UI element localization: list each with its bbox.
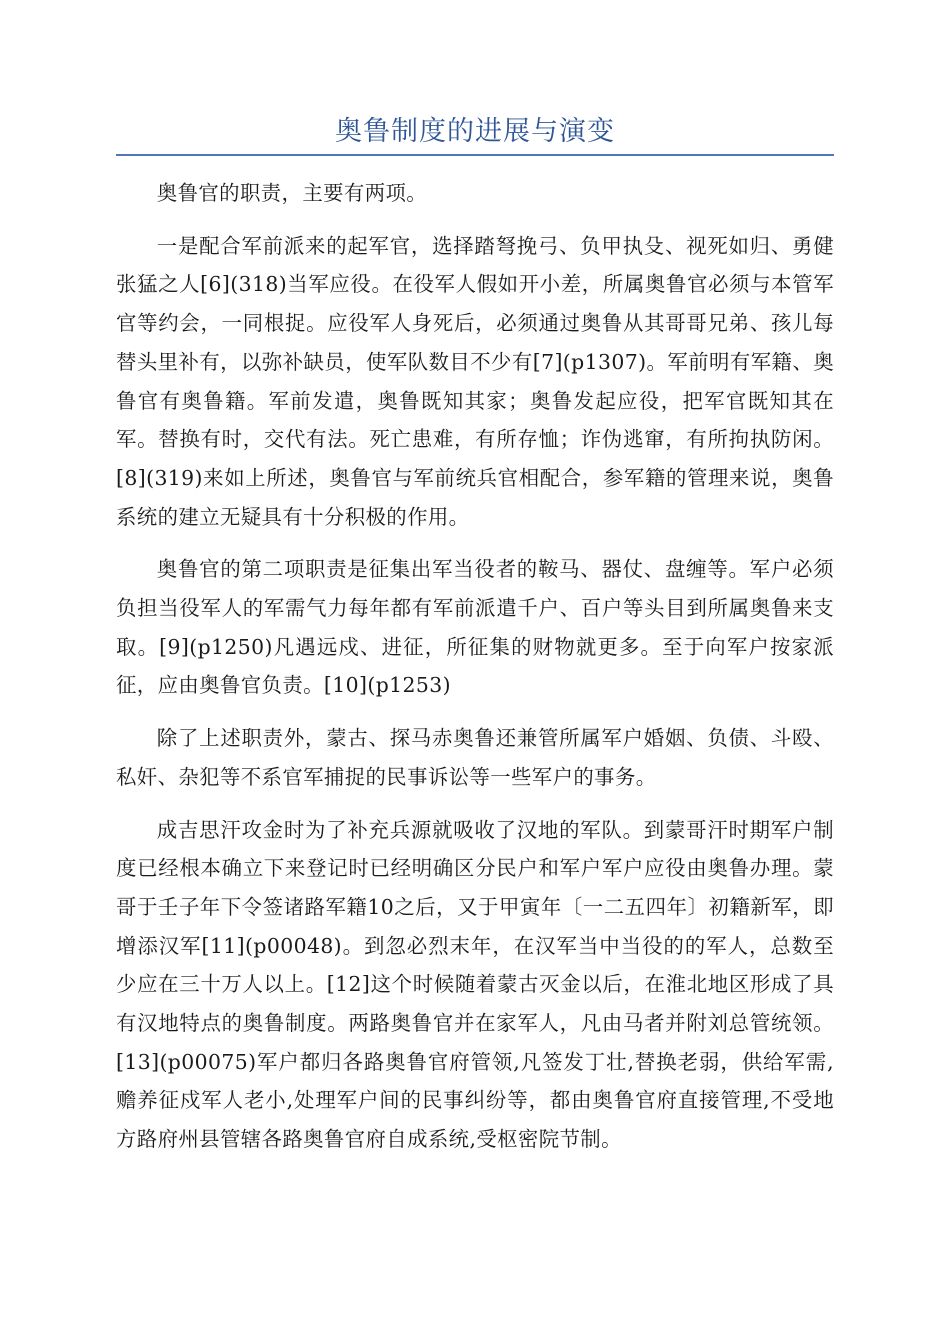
paragraph-history: 成吉思汗攻金时为了补充兵源就吸收了汉地的军队。到蒙哥汗时期军户制度已经根本确立下来登记时已经明确区分民户和军户军户应役由奥鲁办理。蒙哥于壬子年下令签诸路军籍10之后，又于甲寅年〔一二五四年〕初籍新军，即增添汉军[11](p00048)。到忽必烈末年，在汉军当中当役的的军人，总数至少应在三十万人以上。[12]这个时候随着蒙古灭金以后，在淮北地区形成了具有汉地特点的奥鲁制度。两路奥鲁官并在家军人，凡由马者并附刘总管统领。[13](p00075)军户都归各路奥鲁官府管领,凡签发丁壮,替换老弱，供给军需,赡养征戍军人老小,处理军户间的民事纠纷等，都由奥鲁官府直接管理,不受地方路府州县管辖各路奥鲁官府自成系统,受枢密院节制。 <box>116 817 834 1152</box>
page-title: 奥鲁制度的进展与演变 <box>335 116 615 147</box>
document-body <box>116 174 834 1173</box>
paragraph-intro: 奥鲁官的职责，主要有两项。 <box>156 181 428 205</box>
paragraph-other-duties: 除了上述职责外，蒙古、探马赤奥鲁还兼管所属军户婚姻、负债、斗殴、私奸、杂犯等不系官军捕捉的民事诉讼等一些军户的事务。 <box>116 726 834 789</box>
paragraph-second-duty: 奥鲁官的第二项职责是征集出军当役者的鞍马、器仗、盘缠等。军户必须负担当役军人的军需气力每年都有军前派遣千户、百户等头目到所属奥鲁来支取。[9](p1250)凡遇远戍、进征，所征集的财物就更多。至于向军户按家派征，应由奥鲁官负责。[10](p1253) <box>116 557 834 698</box>
title-underline <box>116 154 834 156</box>
paragraph-first-duty: 一是配合军前派来的起军官，选择踏弩挽弓、负甲执殳、视死如归、勇健张猛之人[6](318)当军应役。在役军人假如开小差，所属奥鲁官必须与本管军官等约会，一同根捉。应役军人身死后，必须通过奥鲁从其哥哥兄弟、孩儿每替头里补有，以弥补缺员，使军队数目不少有[7](p1307)。军前明有军籍、奥鲁官有奥鲁籍。军前发遣，奥鲁既知其家；奥鲁发起应役，把军官既知其在军。替换有时，交代有法。死亡患难，有所存恤；诈伪逃窜，有所拘执防闲。[8](319)来如上所述，奥鲁官与军前统兵官相配合，参军籍的管理来说，奥鲁系统的建立无疑具有十分积极的作用。 <box>116 233 834 529</box>
